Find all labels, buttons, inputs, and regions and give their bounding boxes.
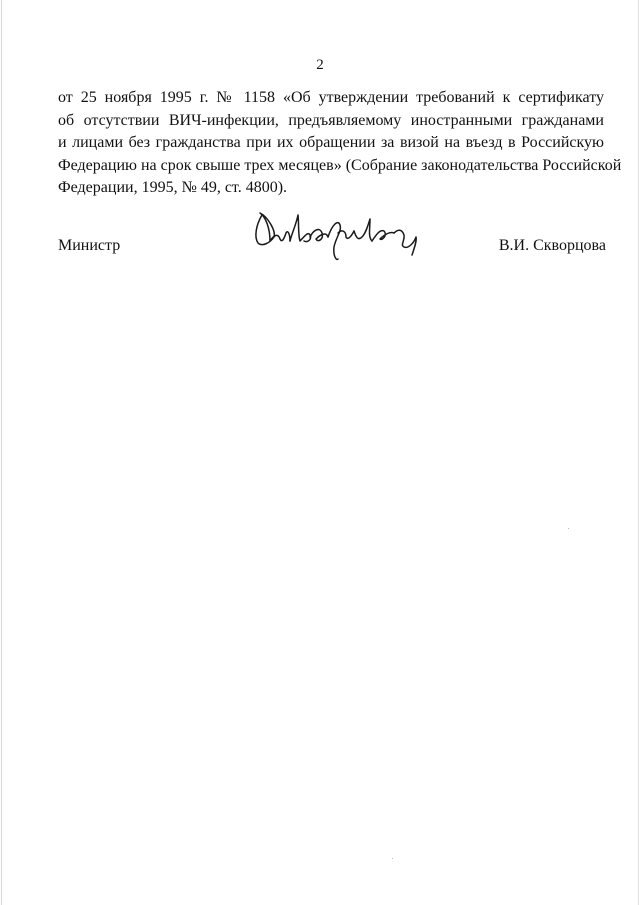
page-number: 2 [316,57,324,73]
body-line-4: Федерацию на срок свыше трех месяцев» (Собрание законодательства Российской [58,156,622,174]
body-paragraph [58,87,622,200]
body-line-5: Федерации, 1995, № 49, ст. 4800). [58,179,288,196]
page-edge-right [638,0,639,905]
scan-speck [568,528,569,529]
position-label: Министр [58,237,121,254]
scan-speck [392,858,393,859]
page-edge-left [1,0,2,905]
handwritten-signature [248,203,426,265]
signatory-name: В.И. Скворцова [498,237,606,254]
body-line-2: об отсутствии ВИЧ-инфекции, предъявляемому иностранными гражданами [58,111,604,129]
body-line-3: и лицами без гражданства при их обращении за визой на въезд в Российскую [58,134,604,151]
body-line-1: от 25 ноября 1995 г. № 1158 «Об утверждении требований к сертификату [58,89,604,106]
